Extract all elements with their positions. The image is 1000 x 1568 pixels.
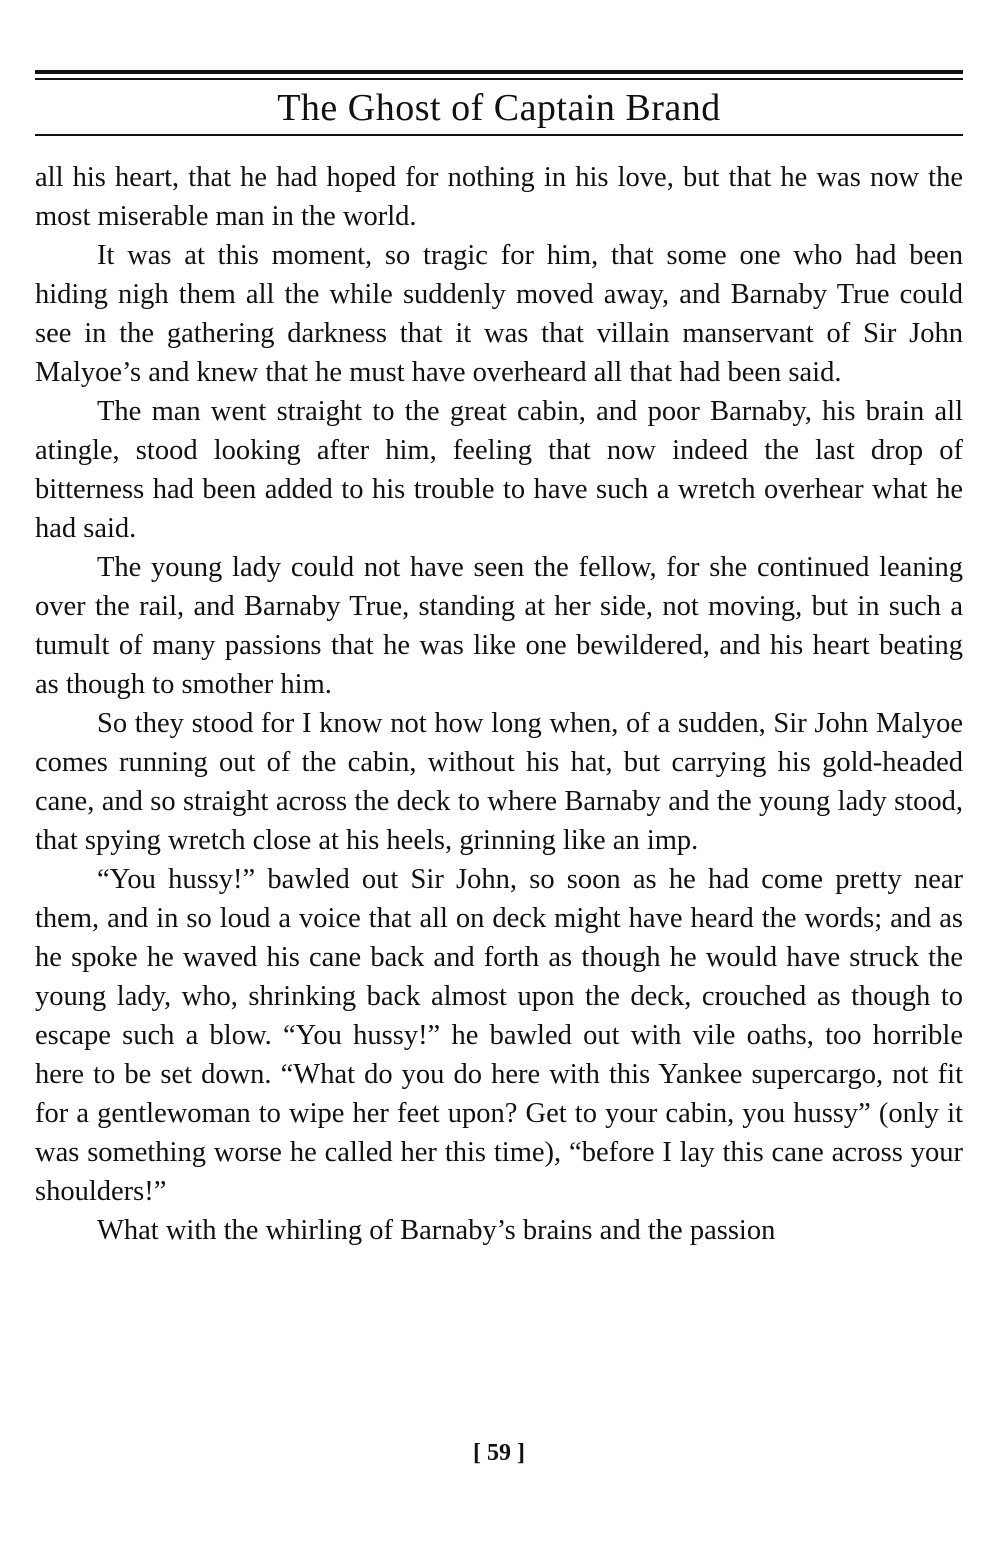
page-number: [ 59 ] <box>473 1440 525 1466</box>
paragraph: It was at this moment, so tragic for him, that some one who had been hiding nigh them all the while suddenly moved away, and Barnaby True could see in the gathering darkness that it was that villain manservant of Sir John Malyoe’s and knew that he must have overheard all that had been said. <box>35 240 963 388</box>
header-rule-thin <box>35 78 963 80</box>
paragraph-continued: all his heart, that he had hoped for nothing in his love, but that he was now the most miserable man in the world. <box>35 162 963 232</box>
paragraph: The man went straight to the great cabin, and poor Barnaby, his brain all atingle, stood looking after him, feeling that now indeed the last drop of bitterness had been added to his trouble to have such a wretch overhear what he had said. <box>35 396 963 544</box>
paragraph: “You hussy!” bawled out Sir John, so soon as he had come pretty near them, and in so loud a voice that all on deck might have heard the words; and as he spoke he waved his cane back and forth as though he would have struck the young lady, who, shrinking back almost upon the deck, crouched as though to escape such a blow. “You hussy!” he bawled out with vile oaths, too horrible here to be set down. “What do you do here with this Yankee supercargo, not fit for a gentlewoman to wipe her feet upon? Get to your cabin, you hussy” (only it was something worse he called her this time), “before I lay this cane across your shoulders!” <box>35 864 963 1207</box>
paragraph: The young lady could not have seen the fellow, for she continued leaning over the rail, and Barnaby True, standing at her side, not moving, but in such a tumult of many passions that he was like one bewildered, and his heart beating as though to smother him. <box>35 552 963 700</box>
paragraph: What with the whirling of Barnaby’s brains and the passion <box>97 1215 776 1246</box>
paragraph: So they stood for I know not how long when, of a sudden, Sir John Malyoe comes running out of the cabin, without his hat, but carrying his gold-headed cane, and so straight across the deck to where Barnaby and the young lady stood, that spying wretch close at his heels, grinning like an imp. <box>35 708 963 856</box>
body-text <box>35 158 963 1250</box>
running-title: The Ghost of Captain Brand <box>277 87 721 129</box>
header-rule-thick <box>35 70 963 74</box>
header-rule-bottom <box>35 134 963 136</box>
